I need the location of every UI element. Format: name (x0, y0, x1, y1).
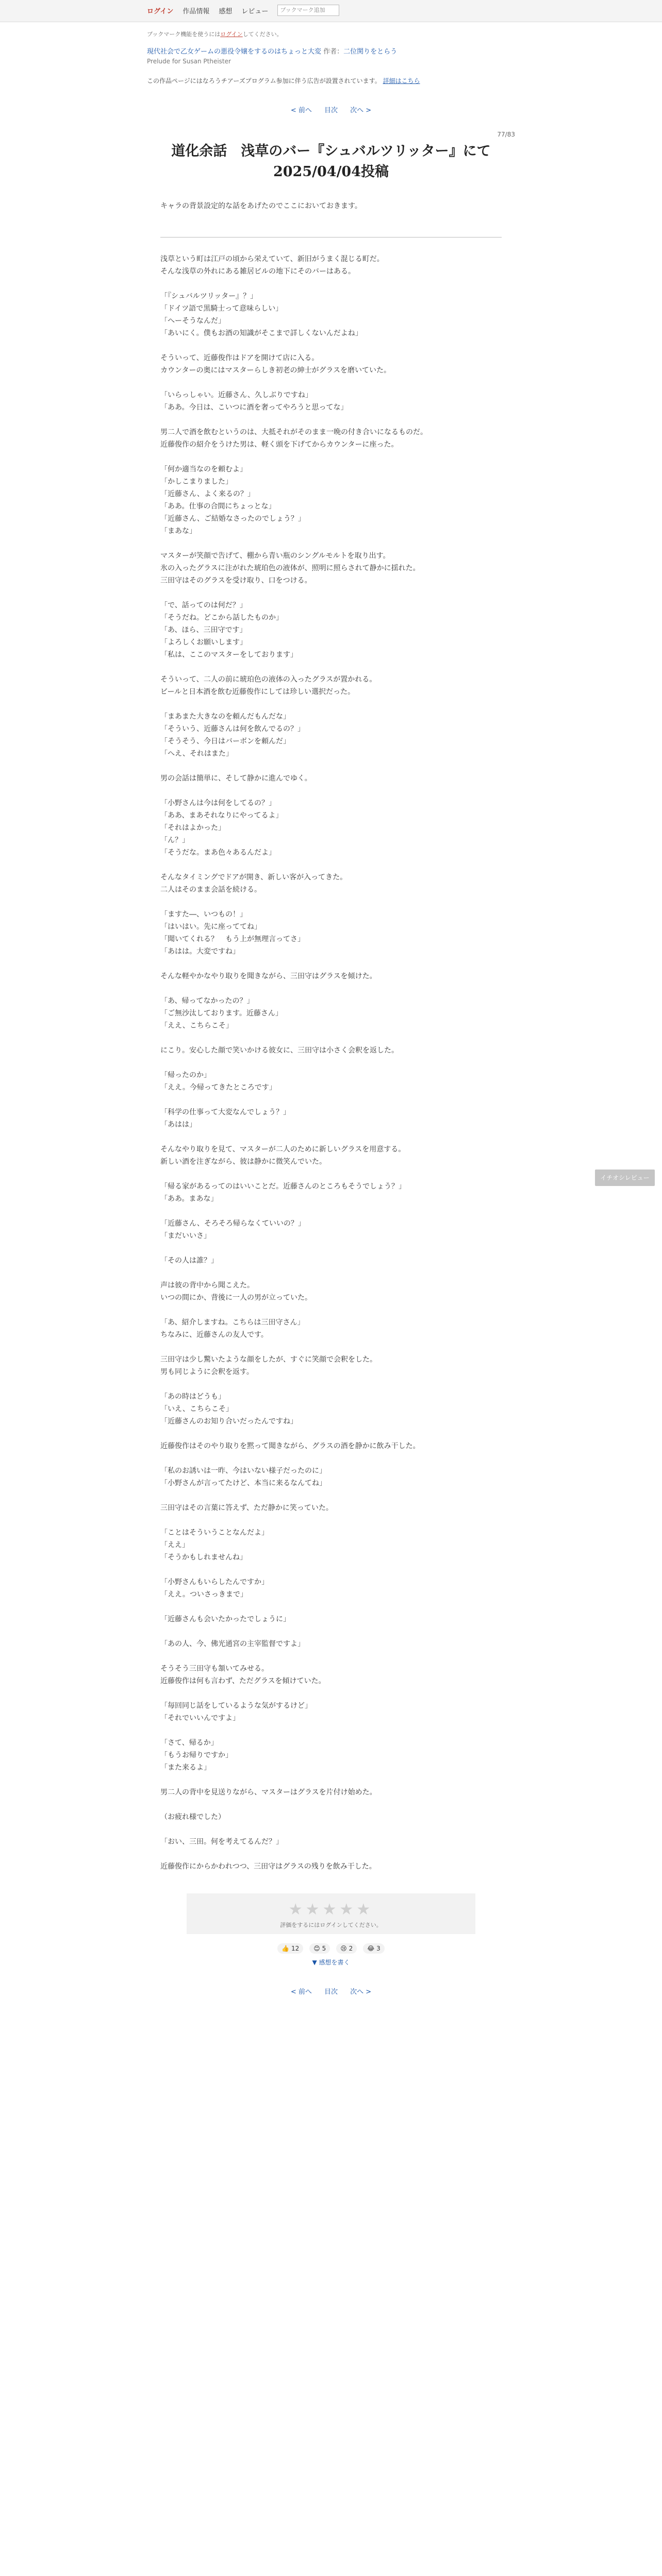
next-episode-link[interactable]: 次へ > (350, 107, 372, 114)
top-navigation-bar (0, 0, 662, 22)
body-paragraph: 「何か適当なのを頼むよ」 「かしこまりました」 「近藤さん、よく来るの？」 「ああ。仕事の合間にちょっとな」 「近藤さん、ご結婚なさったのでしょう？」 「まあな」 (160, 465, 305, 535)
nav-reviews[interactable]: 感想 (219, 7, 233, 15)
rating-note: 評価をするにはログインしてください。 (280, 1922, 382, 1928)
reaction-button[interactable]: 😂 3 (363, 1943, 384, 1954)
body-paragraph: 「近藤さんも会いたかったでしょうに」 (160, 1615, 290, 1623)
body-paragraph: 「いらっしゃい。近藤さん、久しぶりですね」 「ああ。今日は、こいつに酒を奢ってやろうと思ってな」 (160, 391, 348, 412)
body-paragraph: 「あ、紹介しますね。こちらは三田守さん」 ちなみに、近藤さんの友人です。 (160, 1318, 305, 1339)
body-paragraph: 男二人の背中を見送りながら、マスターはグラスを片付け始めた。 (160, 1788, 377, 1797)
body-paragraph: マスターが笑顔で告げて、棚から青い瓶のシングルモルトを取り出す。 氷の入ったグラスに注がれた琥珀色の液体が、照明に照らされて静かに揺れた。 三田守はそのグラスを受け取り、口をつける。 (160, 552, 420, 585)
episode-title: 道化余話 浅草のバー『シュバルツリッター』にて 2025/04/04投稿 (171, 143, 491, 180)
bookmark-add-button[interactable]: ブックマーク追加 (277, 5, 339, 16)
body-paragraph: そんなタイミングでドアが開き、新しい客が入ってきた。 二人はそのまま会話を続ける。 (160, 873, 347, 894)
reaction-button[interactable]: 😊 5 (309, 1943, 330, 1954)
body-paragraph: 「ことはそういうことなんだよ」 「ええ」 「そうかもしれませんね」 (160, 1529, 269, 1562)
body-paragraph: 「小野さんもいらしたんですか」 「ええ。ついさっきまで」 (160, 1578, 269, 1599)
body-paragraph: 「私のお誘いは一昨、今はいない様子だったのに」 「小野さんが言ってたけど、本当に来るなんてね」 (160, 1467, 326, 1487)
table-of-contents-link[interactable]: 目次 (324, 107, 338, 114)
body-paragraph: 三田守は少し驚いたような顔をしたが、すぐに笑顔で会釈をした。 男も同じように会釈を返す。 (160, 1355, 377, 1376)
body-paragraph: 「毎回同じ話をしているような気がするけど」 「それでいいんですよ」 (160, 1702, 312, 1722)
body-paragraph: 「帰る家があるってのはいいことだ。近藤さんのところもそうでしょう？」 「ああ。まあな」 (160, 1182, 406, 1203)
body-paragraph: そんな軽やかなやり取りを聞きながら、三田守はグラスを傾けた。 (160, 972, 377, 980)
body-paragraph: 三田守はその言葉に答えず、ただ静かに笑っていた。 (160, 1504, 333, 1512)
body-paragraph: 「あの人、今、佛光通宮の主宰監督ですよ」 (160, 1640, 305, 1648)
body-paragraph: 「で、話ってのは何だ？」 「そうだね。どこから話したものか」 「あ、ほら、三田守です」 「よろしくお願いします」 「私は、ここのマスターをしております」 (160, 601, 297, 659)
table-of-contents-link-bottom[interactable]: 目次 (324, 1988, 338, 1996)
divider (160, 237, 502, 238)
nav-work-info[interactable]: 作品情報 (183, 7, 210, 15)
body-paragraph: そういって、二人の前に琥珀色の液体の入ったグラスが置かれる。 ビールと日本酒を飲む近藤俊作にしては珍しい選択だった。 (160, 675, 377, 696)
banner-details-link[interactable]: 詳細はこちら (383, 77, 420, 84)
body-paragraph: 「近藤さん、そろそろ帰らなくていいの？」 「まだいいさ」 (160, 1219, 305, 1240)
body-paragraph: 「まあまた大きなのを頼んだもんだな」 「そういう、近藤さんは何を飲んでるの？」 「そうそう、今日はバーボンを頼んだ」 「へえ、それはまた」 (160, 713, 305, 758)
episode-navigation-top (147, 105, 515, 114)
body-paragraph: そういって、近藤俊作はドアを開けて店に入る。 カウンターの奥にはマスターらしき初老の紳士がグラスを磨いていた。 (160, 354, 391, 375)
body-paragraph: 「おい、三田。何を考えてるんだ？」 (160, 1838, 283, 1846)
body-paragraph: 近藤俊作はそのやり取りを黙って聞きながら、グラスの酒を静かに飲み干した。 (160, 1442, 420, 1450)
bookmark-notice: ブックマーク機能を使うにはログインしてください。 (147, 31, 283, 38)
rating-box (187, 1893, 475, 1934)
body-paragraph: 「ますた―、いつもの！」 「はいはい。先に座っててね」 「聞いてくれる？ もう上が無理言ってさ」 「あはは。大変ですね」 (160, 910, 305, 956)
author-label: 作者： (323, 48, 344, 56)
body-paragraph: 浅草という町は江戸の頃から栄えていて、新旧がうまく混じる町だ。 そんな浅草の外れにある雑居ビルの地下にそのバーはある。 (160, 255, 384, 276)
body-paragraph: にこり。安心した顔で笑いかける彼女に、三田守は小さく会釈を返した。 (160, 1046, 399, 1055)
body-paragraph: そんなやり取りを見て、マスターが二人のために新しいグラスを用意する。 新しい酒を注ぎながら、彼は静かに微笑んでいた。 (160, 1145, 406, 1166)
login-link[interactable]: ログイン (147, 7, 174, 15)
body-paragraph: 「その人は誰？」 (160, 1257, 218, 1265)
body-paragraph: （お疲れ様でした） (160, 1813, 225, 1821)
reaction-button[interactable]: 👍 12 (277, 1943, 303, 1954)
episode-navigation-bottom (147, 1986, 515, 1996)
rating-stars-icon[interactable]: ★★★★★ (288, 1901, 374, 1919)
novel-body (147, 253, 515, 1873)
prev-episode-link[interactable]: < 前へ (290, 107, 312, 114)
body-paragraph: 「あ、帰ってなかったの？」 「ご無沙汰しております。近藤さん」 「ええ、こちらこそ」 (160, 997, 283, 1030)
author-link[interactable]: 二位関りをとらう (343, 48, 398, 56)
body-paragraph: 「帰ったのか」 「ええ。今帰ってきたところです」 (160, 1071, 276, 1092)
nav-review-page[interactable]: レビュー (241, 7, 269, 15)
next-episode-link-bottom[interactable]: 次へ > (350, 1988, 372, 1996)
reaction-button[interactable]: 😢 2 (336, 1943, 357, 1954)
body-paragraph: 男の会話は簡単に、そして静かに進んでゆく。 (160, 774, 312, 783)
body-paragraph: 「小野さんは今は何をしてるの？」 「ああ、まあそれなりにやってるよ」 「それはよかった」 「ん？」 「そうだな。まあ色々あるんだよ」 (160, 799, 283, 857)
work-info (147, 47, 515, 66)
body-paragraph: そうそう三田守も頷いてみせる。 近藤俊作は何も言わず、ただグラスを傾けていた。 (160, 1665, 326, 1685)
reaction-bar (147, 1943, 515, 1954)
body-paragraph: 「さて、帰るか」 「もうお帰りですか」 「また来るよ」 (160, 1739, 233, 1772)
body-paragraph: 「『シュバルツリッター』？」 「ドイツ語で黒騎士って意味らしい」 「へーそうなんだ」 「あいにく。僕もお酒の知識がそこまで詳しくないんだよね」 (160, 292, 362, 337)
notice-login-link[interactable]: ログイン (220, 31, 243, 38)
body-paragraph: 「あの時はどうも」 「いえ、こちらこそ」 「近藤さんのお知り合いだったんですね」 (160, 1393, 297, 1426)
preface: キャラの背景設定的な話をあげたのでここにおいておきます。 (160, 202, 362, 210)
work-title-link[interactable]: 現代社会で乙女ゲームの悪役令嬢をするのはちょっと大変 (147, 48, 322, 56)
episode-number: 77/83 (497, 131, 515, 138)
side-review-button[interactable]: イチオシレビュー (595, 1170, 655, 1186)
body-paragraph: 「科学の仕事って大変なんでしょう？」 「あはは」 (160, 1108, 290, 1129)
cheers-program-notice: この作品ページにはなろうチアーズプログラム参加に伴う広告が設置されています。 詳細はこちら (147, 77, 420, 84)
body-paragraph: 声は彼の背中から聞こえた。 いつの間にか、背後に一人の男が立っていた。 (160, 1281, 312, 1302)
body-paragraph: 男二人で酒を飲むというのは、大抵それがそのまま一晩の付き合いになるものだ。 近藤俊作の紹介をうけた男は、軽く頭を下げてからカウンターに座った。 (160, 428, 427, 449)
english-title: Prelude for Susan Ptheister (147, 58, 231, 65)
write-review-link[interactable]: ▼ 感想を書く (312, 1959, 350, 1966)
novel-page (147, 26, 515, 2012)
prev-episode-link-bottom[interactable]: < 前へ (290, 1988, 312, 1996)
body-paragraph: 近藤俊作にからかわれつつ、三田守はグラスの残りを飲み干した。 (160, 1862, 376, 1871)
